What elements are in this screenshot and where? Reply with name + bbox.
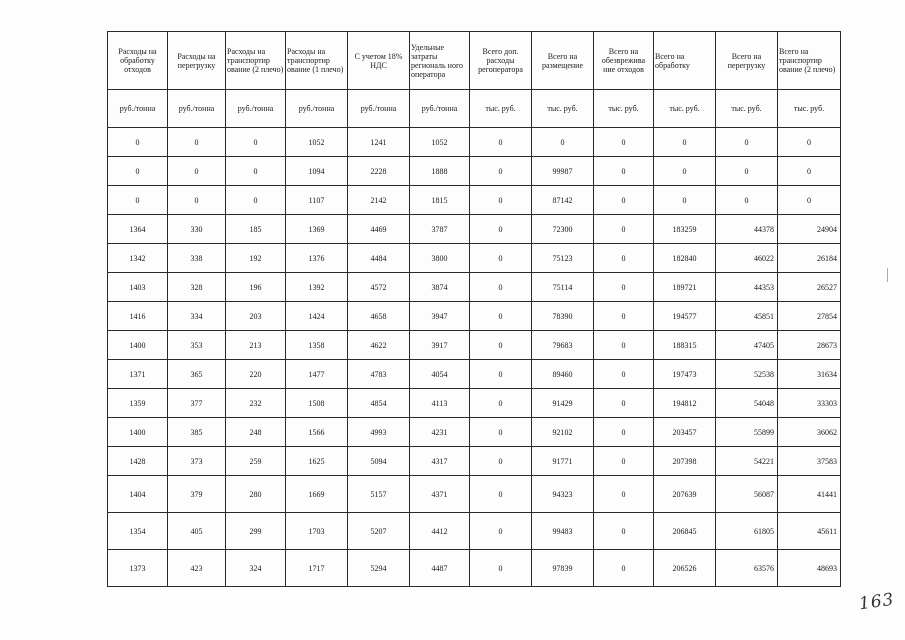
table-cell: 0	[470, 302, 532, 331]
table-cell: 36062	[778, 418, 841, 447]
units-row	[108, 90, 841, 128]
header-cell: Удельные затраты региональ ного оператора	[410, 32, 470, 90]
table-cell: 61805	[716, 513, 778, 550]
table-cell: 4487	[410, 550, 470, 587]
header-cell: Всего на размещение	[532, 32, 594, 90]
header-row	[108, 32, 841, 90]
table-cell: 0	[470, 360, 532, 389]
table-cell: 52538	[716, 360, 778, 389]
table-cell: 45611	[778, 513, 841, 550]
table-cell: 0	[778, 186, 841, 215]
table-cell: 97839	[532, 550, 594, 587]
table-cell: 87142	[532, 186, 594, 215]
table-cell: 26184	[778, 244, 841, 273]
table-cell: 3947	[410, 302, 470, 331]
table-cell: 1371	[108, 360, 168, 389]
unit-cell: руб./тонна	[108, 90, 168, 128]
table-cell: 3787	[410, 215, 470, 244]
table-cell: 1400	[108, 331, 168, 360]
table-cell: 0	[470, 418, 532, 447]
table-row	[108, 360, 841, 389]
table-cell: 1669	[286, 476, 348, 513]
table-cell: 338	[168, 244, 226, 273]
table-cell: 232	[226, 389, 286, 418]
table-cell: 0	[470, 389, 532, 418]
cost-table	[107, 31, 841, 587]
table-cell: 299	[226, 513, 286, 550]
table-cell: 0	[168, 186, 226, 215]
table-cell: 0	[716, 157, 778, 186]
table-cell: 31634	[778, 360, 841, 389]
table-cell: 206845	[654, 513, 716, 550]
table-cell: 79683	[532, 331, 594, 360]
header-cell: Всего на обезврежива ние отходов	[594, 32, 654, 90]
table-cell: 4469	[348, 215, 410, 244]
unit-cell: руб./тонна	[286, 90, 348, 128]
table-cell: 24904	[778, 215, 841, 244]
table-cell: 92102	[532, 418, 594, 447]
table-cell: 75114	[532, 273, 594, 302]
header-cell: Расходы на обработку отходов	[108, 32, 168, 90]
table-cell: 1403	[108, 273, 168, 302]
table-cell: 197473	[654, 360, 716, 389]
table-cell: 28673	[778, 331, 841, 360]
unit-cell: тыс. руб.	[778, 90, 841, 128]
table-cell: 1392	[286, 273, 348, 302]
table-cell: 1508	[286, 389, 348, 418]
table-cell: 4993	[348, 418, 410, 447]
table-cell: 47405	[716, 331, 778, 360]
table-cell: 1717	[286, 550, 348, 587]
table-cell: 1428	[108, 447, 168, 476]
table-cell: 4054	[410, 360, 470, 389]
table-cell: 1815	[410, 186, 470, 215]
table-cell: 0	[470, 513, 532, 550]
header-cell: Всего на обработку	[654, 32, 716, 90]
header-cell: Расходы на перегрузку	[168, 32, 226, 90]
table-cell: 0	[470, 157, 532, 186]
header-cell: Расходы на транспортир ование (2 плечо)	[226, 32, 286, 90]
table-cell: 259	[226, 447, 286, 476]
table-cell: 182840	[654, 244, 716, 273]
table-cell: 94323	[532, 476, 594, 513]
table-cell: 56087	[716, 476, 778, 513]
table-cell: 365	[168, 360, 226, 389]
table-cell: 328	[168, 273, 226, 302]
unit-cell: тыс. руб.	[594, 90, 654, 128]
unit-cell: руб./тонна	[226, 90, 286, 128]
unit-cell: руб./тонна	[348, 90, 410, 128]
unit-cell: руб./тонна	[410, 90, 470, 128]
table-cell: 1703	[286, 513, 348, 550]
table-cell: 0	[470, 215, 532, 244]
table-cell: 4572	[348, 273, 410, 302]
table-cell: 203	[226, 302, 286, 331]
table-row	[108, 128, 841, 157]
header-cell: Всего на транспортир ование (2 плечо)	[778, 32, 841, 90]
table-cell: 89460	[532, 360, 594, 389]
table-cell: 0	[168, 157, 226, 186]
table-cell: 78390	[532, 302, 594, 331]
table-cell: 0	[470, 128, 532, 157]
table-cell: 4783	[348, 360, 410, 389]
table-row	[108, 550, 841, 587]
table-cell: 0	[716, 128, 778, 157]
table-cell: 99987	[532, 157, 594, 186]
table-cell: 0	[594, 128, 654, 157]
table-cell: 1094	[286, 157, 348, 186]
table-cell: 1369	[286, 215, 348, 244]
table-cell: 188315	[654, 331, 716, 360]
table-cell: 63576	[716, 550, 778, 587]
table-cell: 37583	[778, 447, 841, 476]
table-row	[108, 244, 841, 273]
table-row	[108, 186, 841, 215]
table-row	[108, 215, 841, 244]
table-cell: 0	[594, 418, 654, 447]
table-cell: 45851	[716, 302, 778, 331]
table-body	[108, 128, 841, 587]
header-cell: Всего на перегрузку	[716, 32, 778, 90]
table-cell: 0	[108, 186, 168, 215]
table-cell: 4484	[348, 244, 410, 273]
table-cell: 2228	[348, 157, 410, 186]
table-cell: 334	[168, 302, 226, 331]
table-cell: 213	[226, 331, 286, 360]
table-cell: 72300	[532, 215, 594, 244]
table-cell: 0	[168, 128, 226, 157]
table-cell: 0	[594, 476, 654, 513]
table-cell: 44378	[716, 215, 778, 244]
table-cell: 5294	[348, 550, 410, 587]
table-cell: 1376	[286, 244, 348, 273]
table-cell: 0	[108, 157, 168, 186]
table-cell: 75123	[532, 244, 594, 273]
table-row	[108, 157, 841, 186]
unit-cell: руб./тонна	[168, 90, 226, 128]
table-cell: 1625	[286, 447, 348, 476]
table-cell: 207639	[654, 476, 716, 513]
table-row	[108, 476, 841, 513]
table-cell: 44353	[716, 273, 778, 302]
table-cell: 33303	[778, 389, 841, 418]
table-cell: 4658	[348, 302, 410, 331]
table-cell: 0	[594, 550, 654, 587]
table-cell: 405	[168, 513, 226, 550]
table-cell: 0	[226, 186, 286, 215]
unit-cell: тыс. руб.	[716, 90, 778, 128]
header-cell: С учетом 18% НДС	[348, 32, 410, 90]
table-cell: 330	[168, 215, 226, 244]
table-cell: 0	[716, 186, 778, 215]
table-row	[108, 302, 841, 331]
table-cell: 1404	[108, 476, 168, 513]
table-cell: 41441	[778, 476, 841, 513]
table-cell: 1424	[286, 302, 348, 331]
table-cell: 3874	[410, 273, 470, 302]
table-cell: 0	[470, 331, 532, 360]
table-cell: 54221	[716, 447, 778, 476]
table-cell: 0	[594, 331, 654, 360]
page-number: 163	[857, 589, 896, 615]
table-cell: 353	[168, 331, 226, 360]
table-cell: 1358	[286, 331, 348, 360]
table-cell: 0	[470, 273, 532, 302]
table-cell: 1373	[108, 550, 168, 587]
table-cell: 91429	[532, 389, 594, 418]
table-cell: 0	[594, 215, 654, 244]
table-cell: 379	[168, 476, 226, 513]
table-cell: 4371	[410, 476, 470, 513]
table-cell: 91771	[532, 447, 594, 476]
table-cell: 220	[226, 360, 286, 389]
table-cell: 46022	[716, 244, 778, 273]
table-cell: 196	[226, 273, 286, 302]
table-cell: 1052	[286, 128, 348, 157]
table-cell: 4113	[410, 389, 470, 418]
table-cell: 194812	[654, 389, 716, 418]
table-cell: 0	[594, 157, 654, 186]
header-cell: Расходы на транспортир ование (1 плечо)	[286, 32, 348, 90]
table-cell: 0	[594, 302, 654, 331]
table-cell: 1359	[108, 389, 168, 418]
table-cell: 189721	[654, 273, 716, 302]
table-cell: 185	[226, 215, 286, 244]
table-cell: 0	[594, 186, 654, 215]
table-row	[108, 389, 841, 418]
table-cell: 55899	[716, 418, 778, 447]
table-cell: 0	[654, 128, 716, 157]
table-cell: 26527	[778, 273, 841, 302]
table-cell: 0	[532, 128, 594, 157]
table-cell: 0	[594, 360, 654, 389]
table-cell: 194577	[654, 302, 716, 331]
table-cell: 206526	[654, 550, 716, 587]
table-cell: 0	[226, 157, 286, 186]
table-cell: 1354	[108, 513, 168, 550]
table-cell: 4854	[348, 389, 410, 418]
table-cell: 5094	[348, 447, 410, 476]
table-cell: 1566	[286, 418, 348, 447]
unit-cell: тыс. руб.	[654, 90, 716, 128]
table-cell: 0	[470, 186, 532, 215]
table-cell: 1477	[286, 360, 348, 389]
table-cell: 0	[470, 244, 532, 273]
table-cell: 0	[470, 476, 532, 513]
table-cell: 0	[654, 157, 716, 186]
table-cell: 99483	[532, 513, 594, 550]
table-cell: 54048	[716, 389, 778, 418]
table-cell: 0	[470, 550, 532, 587]
table-cell: 1416	[108, 302, 168, 331]
table-cell: 423	[168, 550, 226, 587]
table-cell: 27854	[778, 302, 841, 331]
unit-cell: тыс. руб.	[470, 90, 532, 128]
table-cell: 0	[594, 447, 654, 476]
table-cell: 3917	[410, 331, 470, 360]
table-cell: 248	[226, 418, 286, 447]
table-cell: 4622	[348, 331, 410, 360]
table-cell: 0	[226, 128, 286, 157]
table-cell: 1364	[108, 215, 168, 244]
table-cell: 0	[594, 389, 654, 418]
table-cell: 373	[168, 447, 226, 476]
table-cell: 4317	[410, 447, 470, 476]
table-cell: 5157	[348, 476, 410, 513]
table-cell: 0	[594, 513, 654, 550]
unit-cell: тыс. руб.	[532, 90, 594, 128]
table-cell: 0	[778, 128, 841, 157]
table-cell: 1052	[410, 128, 470, 157]
table-cell: 385	[168, 418, 226, 447]
table-cell: 192	[226, 244, 286, 273]
table-cell: 4231	[410, 418, 470, 447]
table-cell: 1342	[108, 244, 168, 273]
table-cell: 2142	[348, 186, 410, 215]
table-cell: 377	[168, 389, 226, 418]
table-cell: 183259	[654, 215, 716, 244]
table-cell: 5207	[348, 513, 410, 550]
table-cell: 0	[778, 157, 841, 186]
table-cell: 203457	[654, 418, 716, 447]
table-row	[108, 331, 841, 360]
table-cell: 0	[594, 244, 654, 273]
table-row	[108, 513, 841, 550]
table-cell: 1241	[348, 128, 410, 157]
table-row	[108, 273, 841, 302]
header-cell: Всего доп. расходы регоператора	[470, 32, 532, 90]
table-row	[108, 418, 841, 447]
table-cell: 0	[594, 273, 654, 302]
table-cell: 0	[470, 447, 532, 476]
table-cell: 1400	[108, 418, 168, 447]
scan-edge-mark	[887, 268, 888, 282]
table-cell: 0	[108, 128, 168, 157]
table-cell: 324	[226, 550, 286, 587]
table-cell: 0	[654, 186, 716, 215]
table-cell: 3800	[410, 244, 470, 273]
table-cell: 48693	[778, 550, 841, 587]
table-cell: 4412	[410, 513, 470, 550]
table-cell: 207398	[654, 447, 716, 476]
table-row	[108, 447, 841, 476]
table-cell: 1888	[410, 157, 470, 186]
table-cell: 1107	[286, 186, 348, 215]
table-cell: 280	[226, 476, 286, 513]
